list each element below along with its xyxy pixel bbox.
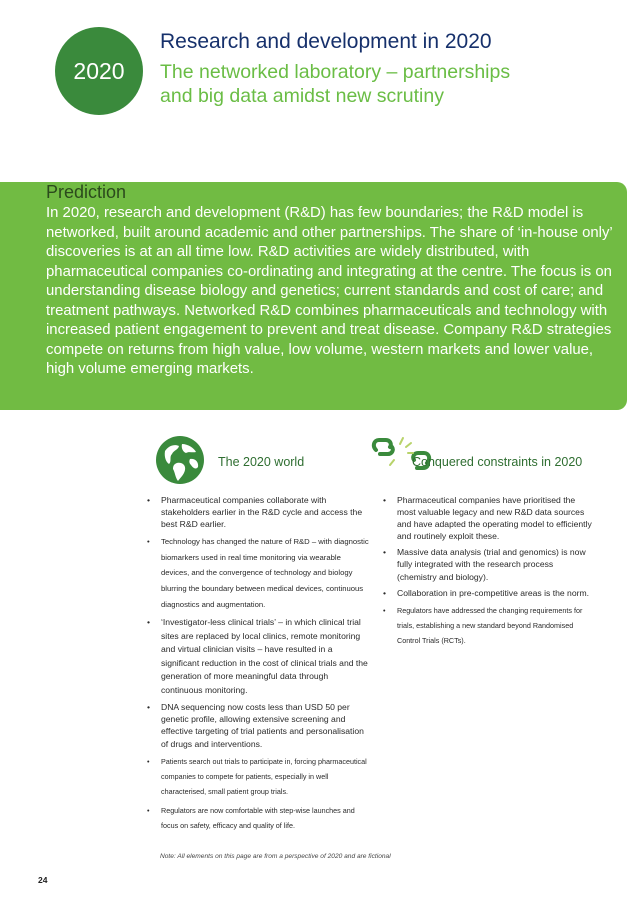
constraints-heading: Conquered constraints in 2020: [412, 455, 583, 469]
list-item: • Technology has changed the nature of R&D – with diagnostic biomarkers used in real time monitoring via wearable devices, and the convergence of technology and biology blurring the boundary between medical devices, continuous diagnostics and augmentation.: [147, 534, 369, 612]
list-item: • Pharmaceutical companies have prioritised the most valuable legacy and new R&D data sources and have adapted the operating model to efficiently and routinely exploit these.: [383, 494, 595, 542]
year-badge: [55, 27, 143, 115]
subtitle-line-2: and big data amidst new scrutiny: [160, 85, 444, 107]
page-number: 24: [38, 875, 48, 885]
list-item: • ‘Investigator-less clinical trials’ – in which clinical trial sites are replaced by local clinics, remote monitoring and virtual clinician visits – have resulted in a significant reduction in the cost of clinical trials and the generation of more meaningful data through continuous monitoring.: [147, 616, 369, 697]
world-2020-list: [147, 494, 369, 837]
prediction-heading: Prediction: [46, 182, 127, 202]
list-item: • Regulators are now comfortable with step-wise launches and focus on safety, efficacy and quality of life.: [147, 803, 369, 833]
page-title: Research and development in 2020: [160, 30, 492, 53]
list-item: • DNA sequencing now costs less than USD 50 per genetic profile, allowing extensive screening and effective targeting of trial patients and personalisation of drugs and interventions.: [147, 701, 369, 749]
list-item: • Regulators have addressed the changing requirements for trials, establishing a new standard beyond Randomised Control Trials (RCTs).: [383, 603, 595, 648]
list-item: • Massive data analysis (trial and genomics) is now fully integrated with the research process (chemistry and biology).: [383, 546, 595, 582]
world-2020-heading: The 2020 world: [218, 455, 305, 469]
footnote: Note: All elements on this page are from a perspective of 2020 and are fictional: [160, 853, 391, 860]
globe-icon: [155, 435, 205, 485]
subtitle-line-1: The networked laboratory – partnerships: [160, 61, 511, 83]
year-label: 2020: [73, 57, 125, 84]
constraints-list: [383, 494, 595, 652]
list-item: • Collaboration in pre-competitive areas is the norm.: [383, 587, 595, 599]
list-item: • Patients search out trials to participate in, forcing pharmaceutical companies to compete for patients, especially in well characterised, small patient group trials.: [147, 754, 369, 799]
page-subtitle: [160, 60, 510, 108]
list-item: • Pharmaceutical companies collaborate with stakeholders earlier in the R&D cycle and access the best R&D earlier.: [147, 494, 369, 530]
prediction-text: In 2020, research and development (R&D) has few boundaries; the R&D model is networked, built around academic and other partnerships. The share of ‘in-house only’ discoveries is at an all time low. R&D activities are widely distributed, with pharmaceutical companies co-ordinating and integrating at the centre. The focus is on understanding disease biology and genetics; current standards and cost of care; and treatment pathways. Networked R&D combines pharmaceuticals and technology with increased patient engagement to prevent and treat disease. Company R&D strategies compete on returns from high value, low volume, western markets and lower value, high volume emerging markets.: [46, 205, 613, 377]
